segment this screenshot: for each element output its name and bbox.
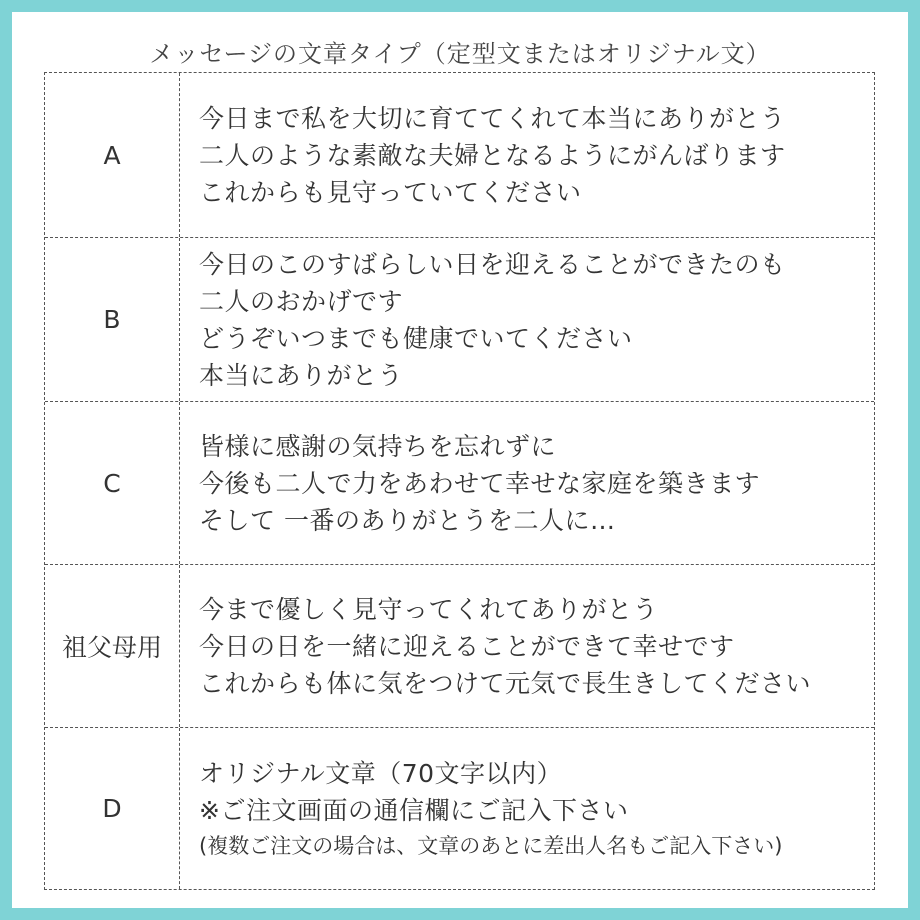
table-row-d — [45, 727, 874, 889]
table-row-c — [45, 401, 874, 564]
message-line: 今日の日を一緒に迎えることができて幸せです — [199, 631, 735, 661]
row-label: D — [45, 728, 180, 889]
message-line: そして 一番のありがとうを二人に… — [199, 505, 616, 535]
row-message — [199, 402, 866, 564]
message-line: これからも見守っていてください — [199, 177, 582, 207]
message-line: 本当にありがとう — [199, 360, 404, 390]
row-message — [199, 565, 866, 727]
row-message — [199, 728, 866, 889]
message-line: 皆様に感謝の気持ちを忘れずに — [199, 431, 557, 461]
message-type-table — [44, 72, 875, 890]
message-line: 今まで優しく見守ってくれてありがとう — [199, 594, 659, 624]
table-row-a — [45, 73, 874, 237]
message-line: これからも体に気をつけて元気で長生きしてください — [199, 668, 812, 698]
content-panel — [12, 12, 908, 908]
message-line: 二人のおかげです — [199, 286, 404, 316]
table-row-b — [45, 237, 874, 401]
message-line: ※ご注文画面の通信欄にご記入下さい — [199, 795, 629, 825]
message-line: オリジナル文章（70文字以内） — [199, 758, 563, 788]
message-note: (複数ご注文の場合は、文章のあとに差出人名もご記入下さい) — [199, 833, 783, 858]
table-row-grandparents — [45, 564, 874, 727]
message-line: 今日まで私を大切に育ててくれて本当にありがとう — [199, 103, 786, 133]
row-label: C — [45, 402, 180, 564]
message-line: 今日のこのすばらしい日を迎えることができたのも — [199, 249, 786, 279]
row-label: B — [45, 238, 180, 401]
row-message — [199, 73, 866, 237]
row-message — [199, 238, 866, 401]
row-label: 祖父母用 — [45, 565, 180, 727]
page-title: メッセージの文章タイプ（定型文またはオリジナル文） — [149, 40, 771, 68]
message-line: 今後も二人で力をあわせて幸せな家庭を築きます — [199, 468, 761, 498]
message-line: どうぞいつまでも健康でいてください — [199, 323, 633, 353]
message-line: 二人のような素敵な夫婦となるようにがんばります — [199, 140, 786, 170]
row-label: A — [45, 73, 180, 237]
